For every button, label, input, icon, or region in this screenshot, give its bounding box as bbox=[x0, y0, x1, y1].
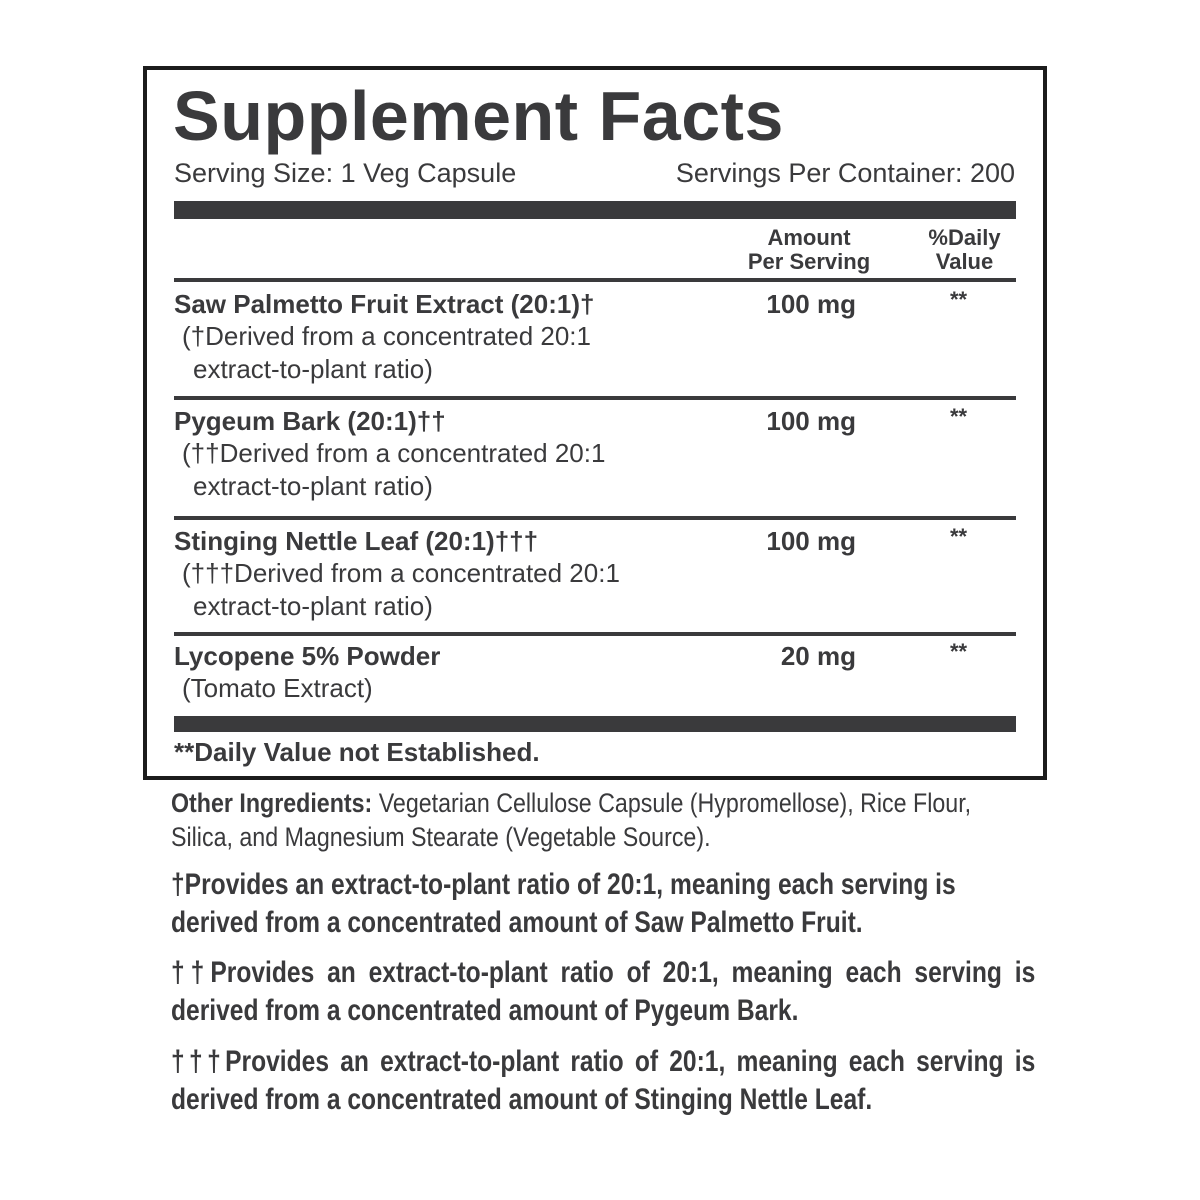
ingredient-note: extract-to-plant ratio) bbox=[193, 591, 433, 621]
other-ingredients bbox=[171, 786, 1035, 854]
footnote-saw-palmetto: †Provides an extract-to-plant ratio of 20:1, meaning each serving is derived from a concentrated amount of Saw Palmetto Fruit. bbox=[171, 868, 956, 939]
row-divider bbox=[174, 516, 1016, 520]
dv-header-line2: Value bbox=[935, 249, 994, 274]
ingredient-daily-value: ** bbox=[950, 524, 968, 549]
row-divider bbox=[174, 632, 1016, 636]
ingredient-amount: 20 mg bbox=[780, 641, 856, 671]
ingredient-daily-value: ** bbox=[950, 639, 968, 664]
ingredient-amount: 100 mg bbox=[766, 526, 856, 556]
ingredient-name: Lycopene 5% Powder bbox=[174, 641, 441, 671]
dv-header-line1: %Daily bbox=[928, 225, 1001, 250]
other-ingredients-label: Other Ingredients: bbox=[171, 788, 373, 818]
ingredient-note: extract-to-plant ratio) bbox=[193, 354, 433, 384]
row-divider bbox=[174, 396, 1016, 400]
ingredient-note: (††Derived from a concentrated 20:1 bbox=[182, 438, 606, 468]
amount-column-header bbox=[719, 226, 899, 274]
ingredient-name: Stinging Nettle Leaf (20:1)††† bbox=[174, 526, 539, 556]
serving-size: Serving Size: 1 Veg Capsule bbox=[174, 158, 517, 188]
panel-title: Supplement Facts bbox=[173, 77, 784, 155]
supplement-facts-panel bbox=[143, 66, 1047, 780]
header-divider bbox=[174, 278, 1016, 282]
ingredient-note: (†Derived from a concentrated 20:1 bbox=[182, 321, 591, 351]
ingredient-note: (†††Derived from a concentrated 20:1 bbox=[182, 558, 620, 588]
ingredient-amount: 100 mg bbox=[766, 289, 856, 319]
footnote-pygeum: ††Provides an extract-to-plant ratio of 20:1, meaning each serving is derived from a concentrated amount of Pygeum Bark. bbox=[171, 956, 1036, 1027]
daily-value-footnote: **Daily Value not Established. bbox=[174, 737, 540, 767]
top-thick-divider bbox=[174, 201, 1016, 219]
bottom-thick-divider bbox=[174, 716, 1016, 732]
ingredient-daily-value: ** bbox=[950, 287, 968, 312]
amount-header-line2: Per Serving bbox=[747, 249, 871, 274]
ingredient-name: Saw Palmetto Fruit Extract (20:1)† bbox=[174, 289, 595, 319]
daily-value-column-header bbox=[907, 226, 1022, 274]
ingredient-note: (Tomato Extract) bbox=[182, 673, 373, 703]
ingredient-daily-value: ** bbox=[950, 404, 968, 429]
ingredient-amount: 100 mg bbox=[766, 406, 856, 436]
amount-header-line1: Amount bbox=[767, 225, 851, 250]
servings-per-container: Servings Per Container: 200 bbox=[675, 158, 1015, 188]
ingredient-name: Pygeum Bark (20:1)†† bbox=[174, 406, 446, 436]
ingredient-note: extract-to-plant ratio) bbox=[193, 471, 433, 501]
other-ingredients-text: Vegetarian Cellulose Capsule (Hypromellose), Rice Flour, Silica, and Magnesium Stearate (Vegetable Source). bbox=[171, 788, 972, 852]
footnote-stinging-nettle: †††Provides an extract-to-plant ratio of 20:1, meaning each serving is derived from a concentrated amount of Stinging Nettle Leaf. bbox=[171, 1045, 1036, 1116]
